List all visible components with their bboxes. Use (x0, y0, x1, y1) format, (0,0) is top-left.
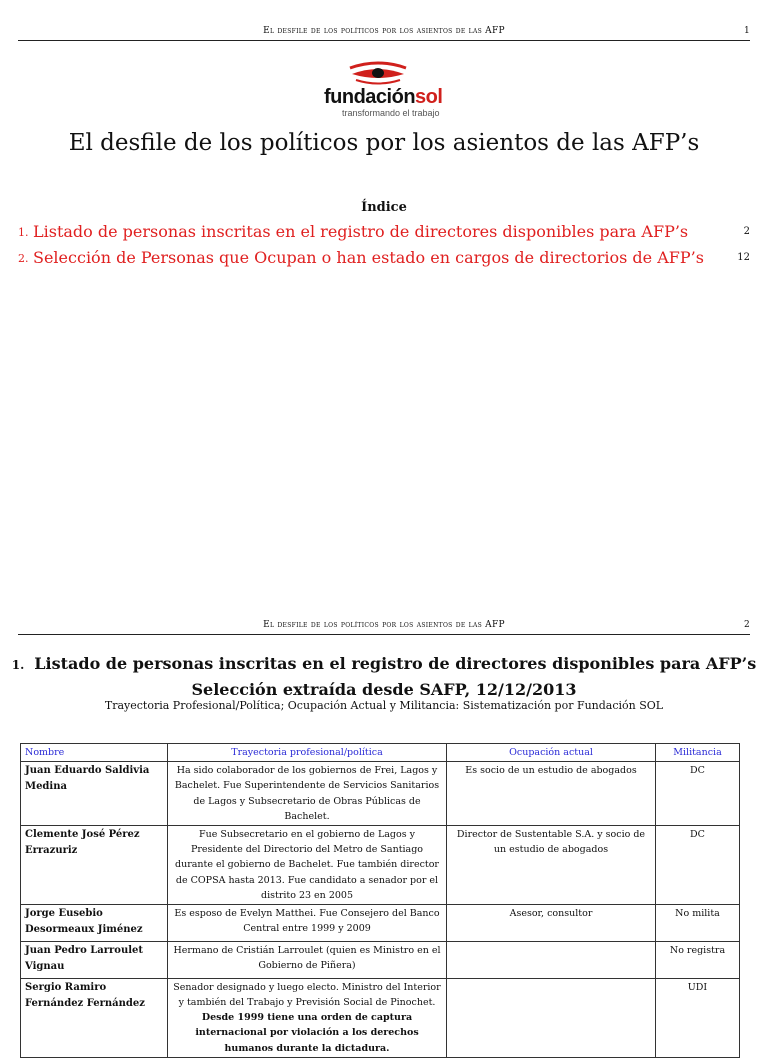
toc-item-number: 1. (18, 226, 29, 239)
toc-item-page: 2 (743, 226, 750, 237)
document-title: El desfile de los políticos por los asientos de las AFP’s (68, 130, 700, 156)
person-occupation: Director de Sustentable S.A. y socio de un estudio de abogados (447, 825, 656, 904)
column-header-trajectory: Trayectoria profesional/política (168, 744, 447, 762)
column-header-occupation: Ocupación actual (447, 744, 656, 762)
table-header-row (21, 744, 740, 762)
trajectory-text: Senador designado y luego electo. Ministro del Interior y también del Trabajo y Previsión Social de Pinochet. (173, 981, 441, 1009)
trajectory-highlight: Desde 1999 tiene una orden de captura internacional por violación a los derechos humanos durante la dictadura. (195, 1012, 419, 1054)
table-row (21, 941, 740, 978)
section-subtitle: Selección extraída desde SAFP, 12/12/2013 (191, 680, 577, 699)
person-name: Clemente José Pérez Errazuriz (21, 825, 168, 904)
person-affiliation: No registra (656, 941, 740, 978)
fundacion-sol-logo (318, 60, 448, 118)
running-title: El desfile de los políticos por los asientos de las AFP (263, 620, 505, 630)
person-name: Juan Pedro Larroulet Vignau (21, 941, 168, 978)
person-trajectory: Es esposo de Evelyn Matthei. Fue Consejero del Banco Central entre 1999 y 2009 (168, 904, 447, 941)
toc-item-number: 2. (18, 252, 29, 265)
page-header-2 (18, 618, 750, 635)
person-affiliation: DC (656, 762, 740, 826)
person-trajectory: Ha sido colaborador de los gobiernos de Frei, Lagos y Bachelet. Fue Superintendente de Servicios Sanitarios de Lagos y Subsecretario de Obras Públicas de Bachelet. (168, 762, 447, 826)
toc-item-page: 12 (737, 252, 750, 263)
person-affiliation: DC (656, 825, 740, 904)
section-title: Listado de personas inscritas en el registro de directores disponibles para AFP’s (34, 654, 757, 673)
toc-item-label[interactable]: Listado de personas inscritas en el registro de directores disponibles para AFP’s (33, 222, 689, 241)
column-header-name: Nombre (21, 744, 168, 762)
column-header-affiliation: Militancia (656, 744, 740, 762)
person-affiliation: UDI (656, 978, 740, 1057)
eye-icon (348, 60, 408, 86)
person-trajectory (168, 978, 447, 1057)
section-number: 1. (11, 658, 25, 672)
person-occupation: Asesor, consultor (447, 904, 656, 941)
person-affiliation: No milita (656, 904, 740, 941)
table-row (21, 825, 740, 904)
person-name: Jorge Eusebio Desormeaux Jiménez (21, 904, 168, 941)
toc-heading: Índice (361, 200, 407, 215)
page-header-1 (18, 24, 750, 41)
table-row (21, 762, 740, 826)
running-title: El desfile de los políticos por los asientos de las AFP (263, 26, 505, 36)
person-name: Juan Eduardo Saldivia Medina (21, 762, 168, 826)
page-number: 2 (743, 620, 750, 630)
table-row (21, 904, 740, 941)
logo-tagline: transformando el trabajo (342, 108, 440, 118)
person-occupation (447, 978, 656, 1057)
person-trajectory: Fue Subsecretario en el gobierno de Lagos y Presidente del Directorio del Metro de Santiago durante el gobierno de Bachelet. Fue también director de COPSA hasta 2013. Fue candidato a senador por el distrito 23 en 2005 (168, 825, 447, 904)
person-occupation: Es socio de un estudio de abogados (447, 762, 656, 826)
directors-table (20, 743, 740, 1058)
page-number: 1 (743, 26, 750, 36)
toc-item-label[interactable]: Selección de Personas que Ocupan o han estado en cargos de directorios de AFP’s (33, 248, 704, 267)
section-note: Trayectoria Profesional/Política; Ocupación Actual y Militancia: Sistematización por Fundación SOL (104, 699, 664, 712)
toc-item-1[interactable] (18, 222, 750, 242)
person-name: Sergio Ramiro Fernández Fernández (21, 978, 168, 1057)
section-heading (0, 654, 768, 673)
logo-wordmark: fundaciónsol (324, 86, 443, 108)
person-trajectory: Hermano de Cristián Larroulet (quien es Ministro en el Gobierno de Piñera) (168, 941, 447, 978)
person-occupation (447, 941, 656, 978)
toc-item-2[interactable] (18, 248, 750, 268)
table-row (21, 978, 740, 1057)
